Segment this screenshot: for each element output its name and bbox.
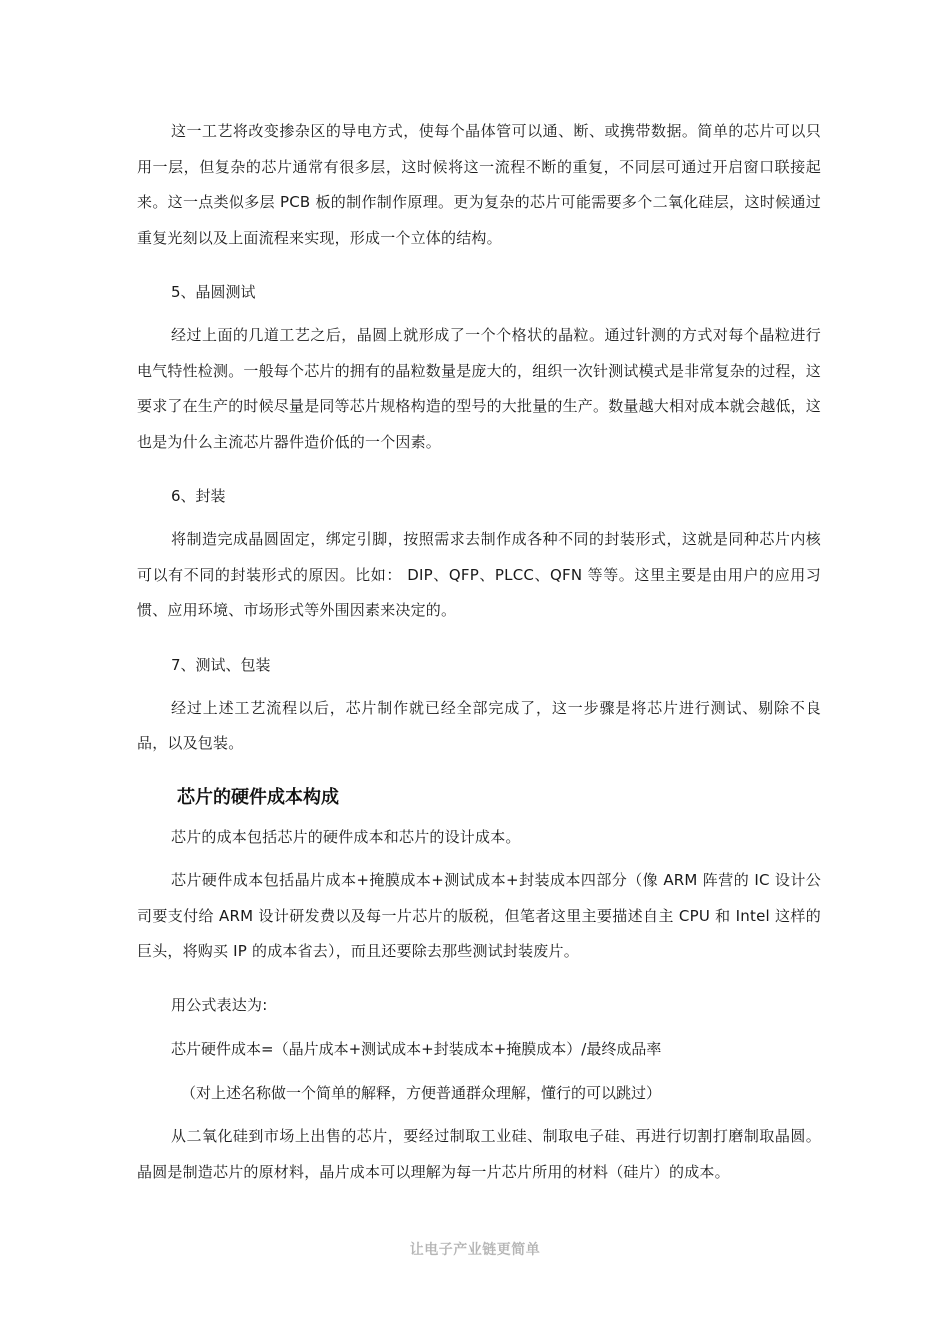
paragraph-packaging: 将制造完成晶圆固定，绑定引脚，按照需求去制作成各种不同的封装形式，这就是同种芯片内核可以有不同的封装形式的原因。比如： DIP、QFP、PLCC、QFN 等等。这里主要是由用户的应用习惯、应用环境、市场形式等外围因素来决定的。 — [137, 530, 821, 619]
document-body — [137, 114, 821, 1208]
paragraph-test-pack: 经过上述工艺流程以后，芯片制作就已经全部完成了，这一步骤是将芯片进行测试、剔除不良品，以及包装。 — [137, 698, 821, 752]
heading-packaging: 6、封装 — [171, 487, 226, 505]
paragraph-cost-intro: 芯片的成本包括芯片的硬件成本和芯片的设计成本。 — [171, 827, 521, 846]
cost-formula: 芯片硬件成本=（晶片成本+测试成本+封装成本+掩膜成本）/最终成品率 — [171, 1040, 662, 1058]
paragraph-doping-layers: 这一工艺将改变掺杂区的导电方式，使每个晶体管可以通、断、或携带数据。简单的芯片可以只用一层，但复杂的芯片通常有很多层，这时候将这一流程不断的重复，不同层可通过开启窗口联接起来。这一点类似多层 PCB 板的制作制作原理。更为复杂的芯片可能需要多个二氧化硅层，这时候通过重复光刻以及上面流程来实现，形成一个立体的结构。 — [137, 122, 821, 247]
heading-test-pack: 7、测试、包装 — [171, 655, 271, 674]
footer-slogan: 让电子产业链更简单 — [409, 1242, 541, 1258]
paragraph-formula-intro: 用公式表达为: — [171, 995, 268, 1014]
heading-wafer-test: 5、晶圆测试 — [171, 283, 256, 301]
paragraph-wafer-cost: 从二氧化硅到市场上出售的芯片，要经过制取工业硅、制取电子硅、再进行切割打磨制取晶圆。晶圆是制造芯片的原材料，晶片成本可以理解为每一片芯片所用的材料（硅片）的成本。 — [137, 1127, 821, 1181]
section-title-hardware-cost: 芯片的硬件成本构成 — [177, 786, 339, 808]
explanation-note: （对上述名称做一个简单的解释，方便普通群众理解，懂行的可以跳过） — [181, 1084, 662, 1102]
paragraph-wafer-test: 经过上面的几道工艺之后，晶圆上就形成了一个个格状的晶粒。通过针测的方式对每个晶粒进行电气特性检测。一般每个芯片的拥有的晶粒数量是庞大的，组织一次针测试模式是非常复杂的过程，这要求了在生产的时候尽量是同等芯片规格构造的型号的大批量的生产。数量越大相对成本就会越低，这也是为什么主流芯片器件造价低的一个因素。 — [137, 326, 822, 451]
paragraph-cost-components: 芯片硬件成本包括晶片成本+掩膜成本+测试成本+封装成本四部分（像 ARM 阵营的 IC 设计公司要支付给 ARM 设计研发费以及每一片芯片的版税，但笔者这里主要描述自主 CPU 和 Intel 这样的巨头，将购买 IP 的成本省去），而且还要除去那些测试封装废片。 — [137, 871, 821, 960]
